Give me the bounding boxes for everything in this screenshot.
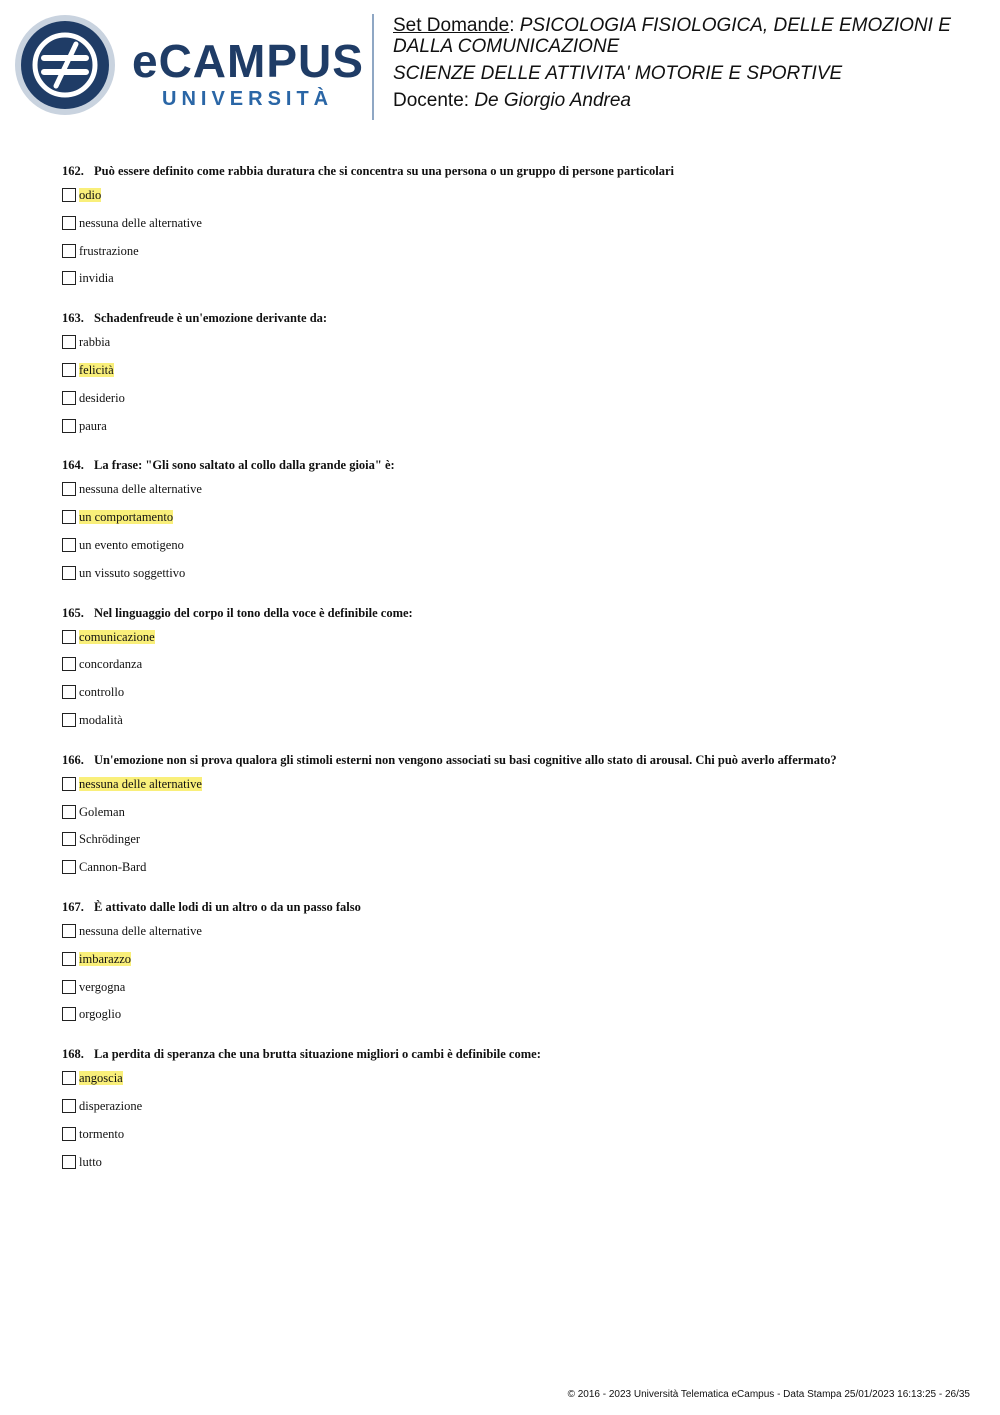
- checkbox-icon[interactable]: [62, 980, 76, 994]
- answer-text-highlighted: comunicazione: [79, 629, 155, 644]
- course-title-line: Set Domande: PSICOLOGIA FISIOLOGICA, DELLE EMOZIONI E DALLA COMUNICAZIONE: [393, 15, 951, 57]
- answer-text: rabbia: [79, 335, 111, 350]
- answer-option[interactable]: [62, 770, 962, 798]
- answer-option[interactable]: [62, 678, 962, 706]
- page-header: [0, 0, 1000, 125]
- answer-text: tormento: [79, 1126, 125, 1141]
- question-text: Schadenfreude è un'emozione derivante da:: [94, 311, 328, 326]
- checkbox-icon[interactable]: [62, 952, 76, 966]
- question-title: [62, 899, 962, 917]
- answer-option[interactable]: [62, 264, 962, 292]
- answer-text: un evento emotigeno: [79, 537, 184, 552]
- answer-text: nessuna delle alternative: [79, 923, 202, 938]
- answer-option[interactable]: [62, 917, 962, 945]
- answer-text-highlighted: odio: [79, 188, 102, 202]
- answer-text: vergogna: [79, 979, 126, 994]
- answer-text-highlighted: un comportamento: [79, 510, 174, 525]
- question-text: La frase: "Gli sono saltato al collo dalla grande gioia" è:: [94, 458, 395, 473]
- checkbox-icon[interactable]: [62, 630, 76, 644]
- answer-text: controllo: [79, 685, 125, 700]
- question-item: [62, 1046, 962, 1175]
- question-title: [62, 752, 962, 770]
- answer-option[interactable]: [62, 650, 962, 678]
- docente-label: Docente:: [393, 90, 470, 111]
- question-number: 168.: [62, 1047, 84, 1062]
- question-number: 166.: [62, 752, 84, 767]
- question-text: Nel linguaggio del corpo il tono della voce è definibile come:: [94, 605, 413, 620]
- checkbox-icon[interactable]: [62, 860, 76, 874]
- answer-option[interactable]: [62, 503, 962, 531]
- degree-name: SCIENZE DELLE ATTIVITA' MOTORIE E SPORTIVE: [393, 63, 843, 84]
- answer-text: paura: [79, 418, 107, 433]
- answer-option[interactable]: [62, 237, 962, 265]
- checkbox-icon[interactable]: [62, 363, 76, 377]
- question-item: [62, 605, 962, 734]
- checkbox-icon[interactable]: [62, 1099, 76, 1113]
- checkbox-icon[interactable]: [62, 1007, 76, 1021]
- answer-text: desiderio: [79, 390, 125, 405]
- checkbox-icon[interactable]: [62, 538, 76, 552]
- question-text: È attivato dalle lodi di un altro o da un passo falso: [94, 899, 361, 914]
- course-title: PSICOLOGIA FISIOLOGICA, DELLE EMOZIONI E DALLA COMUNICAZIONE: [393, 15, 951, 57]
- question-item: [62, 899, 962, 1028]
- ecampus-logo-icon: [14, 14, 116, 116]
- question-number: 162.: [62, 164, 84, 178]
- answer-option[interactable]: [62, 412, 962, 440]
- question-item: [62, 752, 962, 881]
- answer-text-highlighted: imbarazzo: [79, 951, 132, 966]
- answer-text: nessuna delle alternative: [79, 215, 202, 230]
- answer-text: frustrazione: [79, 243, 139, 258]
- answer-option[interactable]: [62, 209, 962, 237]
- course-info: [393, 15, 983, 111]
- answer-option[interactable]: [62, 356, 962, 384]
- answer-option[interactable]: [62, 825, 962, 853]
- set-label: Set Domande: [393, 15, 510, 36]
- answer-option[interactable]: [62, 1120, 962, 1148]
- checkbox-icon[interactable]: [62, 510, 76, 524]
- question-text: Può essere definito come rabbia duratura che si concentra su una persona o un gruppo di persone particolari: [94, 164, 674, 178]
- checkbox-icon[interactable]: [62, 391, 76, 405]
- checkbox-icon[interactable]: [62, 805, 76, 819]
- answer-text: Schrödinger: [79, 832, 141, 847]
- answer-text: Goleman: [79, 804, 125, 819]
- checkbox-icon[interactable]: [62, 1155, 76, 1169]
- checkbox-icon[interactable]: [62, 335, 76, 349]
- question-title: [62, 310, 962, 328]
- question-item: [62, 457, 962, 586]
- question-title: [62, 1046, 962, 1064]
- question-item: [62, 163, 962, 292]
- docente-name: De Giorgio Andrea: [474, 90, 631, 111]
- docente-line: [393, 90, 983, 111]
- checkbox-icon[interactable]: [62, 1071, 76, 1085]
- answer-option[interactable]: [62, 1064, 962, 1092]
- checkbox-icon[interactable]: [62, 924, 76, 938]
- question-text: La perdita di speranza che una brutta situazione migliori o cambi è definibile come:: [94, 1047, 541, 1062]
- answer-option[interactable]: [62, 181, 962, 209]
- checkbox-icon[interactable]: [62, 271, 76, 285]
- answer-option[interactable]: [62, 706, 962, 734]
- answer-text: un vissuto soggettivo: [79, 565, 186, 580]
- question-title: [62, 163, 962, 181]
- checkbox-icon[interactable]: [62, 657, 76, 671]
- answer-option[interactable]: [62, 531, 962, 559]
- checkbox-icon[interactable]: [62, 685, 76, 699]
- checkbox-icon[interactable]: [62, 566, 76, 580]
- question-title: [62, 457, 962, 475]
- answer-option[interactable]: [62, 798, 962, 826]
- answer-option[interactable]: [62, 1092, 962, 1120]
- checkbox-icon[interactable]: [62, 419, 76, 433]
- answer-option[interactable]: [62, 853, 962, 881]
- checkbox-icon[interactable]: [62, 832, 76, 846]
- question-item: [62, 310, 962, 439]
- answer-text: invidia: [79, 271, 114, 286]
- answer-text: orgoglio: [79, 1007, 122, 1022]
- answer-text: concordanza: [79, 657, 143, 672]
- checkbox-icon[interactable]: [62, 482, 76, 496]
- question-number: 163.: [62, 311, 84, 326]
- answer-option[interactable]: [62, 384, 962, 412]
- checkbox-icon[interactable]: [62, 216, 76, 230]
- question-title: [62, 605, 962, 623]
- answer-option[interactable]: [62, 623, 962, 651]
- answer-option[interactable]: [62, 475, 962, 503]
- question-number: 167.: [62, 899, 84, 914]
- question-number: 165.: [62, 605, 84, 620]
- page-footer: © 2016 - 2023 Università Telematica eCampus - Data Stampa 25/01/2023 16:13:25 - 26/35: [567, 1389, 970, 1400]
- answer-text: Cannon-Bard: [79, 860, 147, 875]
- checkbox-icon[interactable]: [62, 713, 76, 727]
- checkbox-icon[interactable]: [62, 244, 76, 258]
- question-number: 164.: [62, 458, 84, 473]
- answer-option[interactable]: [62, 559, 962, 587]
- answer-option[interactable]: [62, 1000, 962, 1028]
- answer-text-highlighted: angoscia: [79, 1071, 123, 1086]
- logo-subtitle: UNIVERSITÀ: [162, 88, 334, 110]
- answer-text-highlighted: felicità: [79, 362, 114, 377]
- answer-text: lutto: [79, 1154, 102, 1169]
- answer-option[interactable]: [62, 1148, 962, 1176]
- checkbox-icon[interactable]: [62, 1127, 76, 1141]
- answer-text: disperazione: [79, 1098, 143, 1113]
- answer-text: modalità: [79, 712, 123, 727]
- header-divider: [372, 14, 374, 120]
- answer-option[interactable]: [62, 973, 962, 1001]
- question-text: Un'emozione non si prova qualora gli stimoli esterni non vengono associati su basi cognitive allo stato di arousal. Chi può averlo affermato?: [94, 752, 837, 767]
- answer-option[interactable]: [62, 945, 962, 973]
- question-list: [62, 163, 962, 1193]
- checkbox-icon[interactable]: [62, 777, 76, 791]
- answer-text: nessuna delle alternative: [79, 482, 202, 497]
- answer-text-highlighted: nessuna delle alternative: [79, 776, 202, 791]
- answer-option[interactable]: [62, 328, 962, 356]
- logo-wordmark: eCAMPUS: [132, 35, 364, 87]
- checkbox-icon[interactable]: [62, 188, 76, 202]
